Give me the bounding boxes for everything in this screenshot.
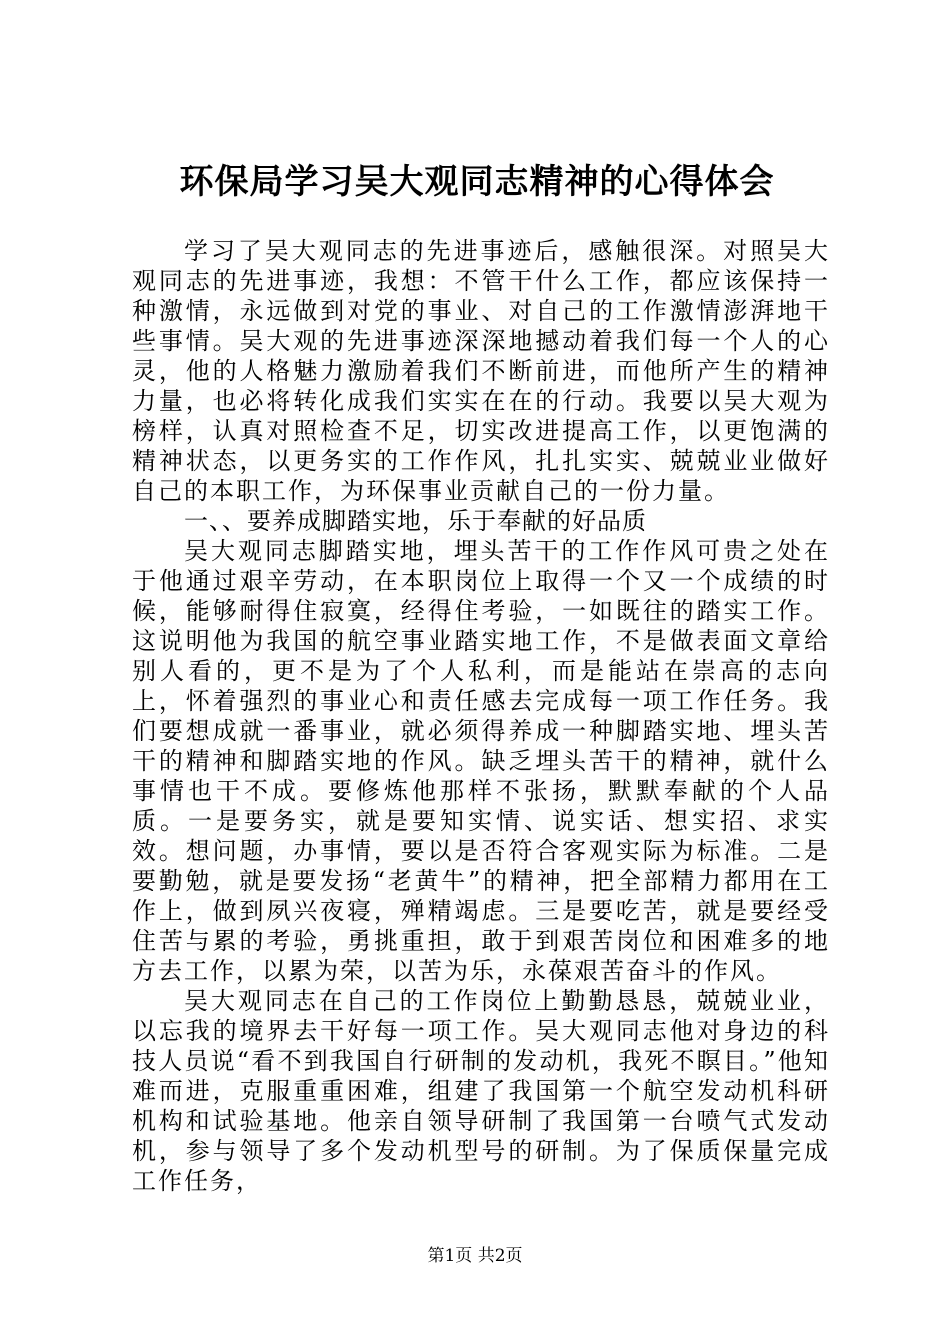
document-body <box>132 236 830 1196</box>
paragraph-intro: 学习了吴大观同志的先进事迹后，感触很深。对照吴大观同志的先进事迹，我想：不管干什么工作，都应该保持一种激情，永远做到对党的事业、对自己的工作激情澎湃地干些事情。吴大观的先进事迹深深地撼动着我们每一个人的心灵，他的人格魅力激励着我们不断前进，而他所产生的精神力量，也必将转化成我们实实在在的行动。我要以吴大观为榜样，认真对照检查不足，切实改进提高工作，以更饱满的精神状态，以更务实的工作作风，扎扎实实、兢兢业业做好自己的本职工作，为环保事业贡献自己的一份力量。 <box>132 237 830 505</box>
section-heading: 一、、要养成脚踏实地，乐于奉献的好品质 <box>184 507 647 535</box>
document-title: 环保局学习吴大观同志精神的心得体会 <box>179 162 775 202</box>
page-number-footer: 第1页 共2页 <box>427 1246 523 1266</box>
paragraph-section-2: 吴大观同志在自己的工作岗位上勤勤恳恳，兢兢业业，以忘我的境界去干好每一项工作。吴大观同志他对身边的科技人员说“看不到我国自行研制的发动机，我死不瞑目。”他知难而进，克服重重困难，组建了我国第一个航空发动机科研机构和试验基地。他亲自领导研制了我国第一台喷气式发动机，参与领导了多个发动机型号的研制。为了保质保量完成工作任务， <box>132 987 830 1195</box>
paragraph-section-1: 吴大观同志脚踏实地，埋头苦干的工作作风可贵之处在于他通过艰辛劳动，在本职岗位上取得一个又一个成绩的时候，能够耐得住寂寞，经得住考验，一如既往的踏实工作。这说明他为我国的航空事业踏实地工作，不是做表面文章给别人看的，更不是为了个人私利，而是能站在崇高的志向上，怀着强烈的事业心和责任感去完成每一项工作任务。我们要想成就一番事业，就必须得养成一种脚踏实地、埋头苦干的精神和脚踏实地的作风。缺乏埋头苦干的精神，就什么事情也干不成。要修炼他那样不张扬，默默奉献的个人品质。一是要务实，就是要知实情、说实话、想实招、求实效。想问题，办事情，要以是否符合客观实际为标准。二是要勤勉，就是要发扬“老黄牛”的精神，把全部精力都用在工作上，做到夙兴夜寝，殚精竭虑。三是要吃苦，就是要经受住苦与累的考验，勇挑重担，敢于到艰苦岗位和困难多的地方去工作，以累为荣，以苦为乐，永葆艰苦奋斗的作风。 <box>132 537 830 985</box>
